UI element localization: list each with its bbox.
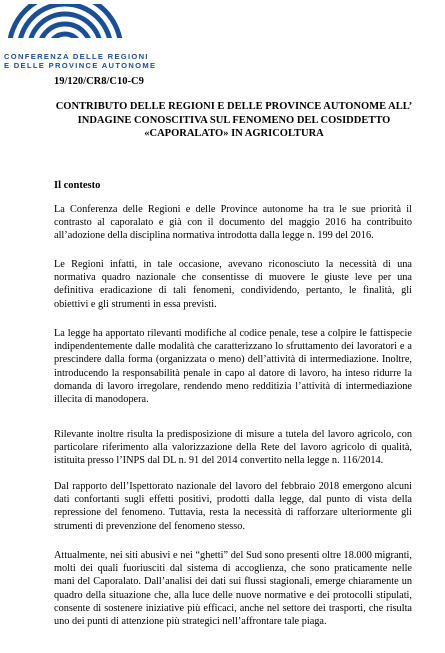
paragraph: Attualmente, nei siti abusivi e nei “ghetti” del Sud sono presenti oltre 18.000 migranti, molti dei quali fuoriusciti dal sistema di accoglienza, che sono praticamente nelle mani del Caporalato. Dall’analisi dei dati sui flussi stagionali, emerge chiaramente un quadro della situazione che, alla luce delle nuove normative e dei protocolli stipulati, consente di sostenere iniziative più efficaci, anche nel settore dei trasporti, che risulta uno dei punti di attenzione più strategici nell’affrontare tale piaga. bbox=[54, 550, 412, 628]
conference-logo bbox=[3, 4, 157, 70]
logo-text-line-2: E DELLE PROVINCE AUTONOME bbox=[4, 61, 157, 70]
paragraph: Le Regioni infatti, in tale occasione, avevano riconosciuto la necessità di una normativa quadro nazionale che consentisse di muovere le giuste leve per una definitiva eradicazione di tali fenomeni, condividendo, pertanto, le finalità, gli obiettivi e gli strumenti in essa previsti. bbox=[54, 259, 412, 310]
document-title: CONTRIBUTO DELLE REGIONI E DELLE PROVINCE AUTONOME ALL’ INDAGINE CONOSCITIVA SUL FENOMENO DEL COSIDDETTO «CAPORALATO» IN AGRICOLTURA bbox=[55, 101, 413, 139]
logo-text-line-1: CONFERENZA DELLE REGIONI bbox=[4, 52, 149, 61]
concentric-arcs-logo-icon bbox=[5, 4, 125, 52]
document-reference: 19/120/CR8/C10-C9 bbox=[54, 76, 144, 87]
paragraph: La Conferenza delle Regioni e delle Province autonome ha tra le sue priorità il contrasto al caporalato e già con il documento del maggio 2016 ha contribuito all’adozione della disciplina normativa introdotta dalla legge n. 199 del 2016. bbox=[54, 204, 412, 242]
paragraph: La legge ha apportato rilevanti modifiche al codice penale, tese a colpire le fattispecie indipendentemente dalle modalità che caratterizzano lo sfruttamento dei lavoratori e a prescindere dalla forma (organizzata o meno) dell’attività di intermediazione. Inoltre, introducendo la responsabilità penale in capo al datore di lavoro, ha inteso ridurre la domanda di lavoro irregolare, rendendo meno redditizia l’attività di intermediazione illecita di manodopera. bbox=[54, 328, 412, 406]
paragraph: Rilevante inoltre risulta la predisposizione di misure a tutela del lavoro agricolo, con particolare riferimento alla valorizzazione della Rete del lavoro agricolo di qualità, istituita presso l’INPS dal DL n. 91 del 2014 convertito nella legge n. 116/2014. bbox=[54, 429, 412, 467]
paragraph: Dal rapporto dell’Ispettorato nazionale del lavoro del febbraio 2018 emergono alcuni dati confortanti sugli effetti positivi, prodotti dalla legge, dal punto di vista della repressione del fenomeno. Tuttavia, resta la necessità di rafforzare ulteriormente gli strumenti di prevenzione del fenomeno stesso. bbox=[54, 481, 412, 532]
section-heading: Il contesto bbox=[54, 180, 101, 191]
